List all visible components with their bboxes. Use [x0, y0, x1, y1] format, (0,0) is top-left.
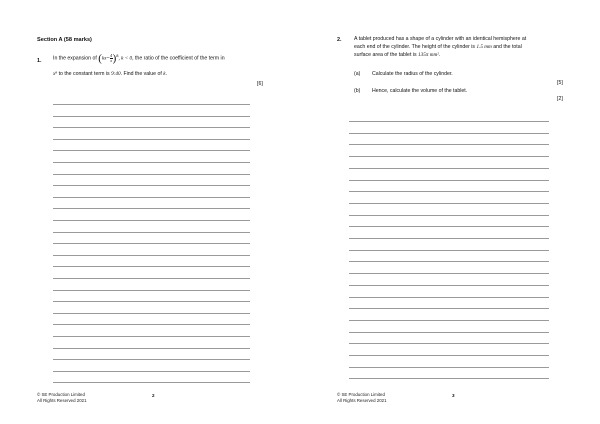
answer-line[interactable]: [53, 116, 250, 117]
answer-line[interactable]: [53, 139, 250, 140]
answer-line[interactable]: [53, 150, 250, 151]
part-a-label: (a): [354, 71, 361, 77]
part-b-marks: [2]: [557, 96, 563, 102]
answer-line[interactable]: [349, 156, 549, 157]
answer-line[interactable]: [53, 232, 250, 233]
part-b-label: (b): [354, 88, 361, 94]
q2-line1: A tablet produced has a shape of a cylinder with an identical hemisphere at: [354, 36, 527, 42]
answer-line[interactable]: [349, 191, 549, 192]
answer-line[interactable]: [349, 378, 549, 379]
answer-line[interactable]: [349, 261, 549, 262]
q2-area: 135π mm²: [418, 52, 439, 58]
answer-line[interactable]: [53, 220, 250, 221]
footer-copyright: © SE Production Limited: [37, 392, 85, 397]
question-1-line-2: [53, 70, 167, 78]
page-number-3: 3: [452, 393, 455, 398]
answer-line[interactable]: [53, 301, 250, 302]
answer-line[interactable]: [349, 320, 549, 321]
q2-line3a: surface area of the tablet is: [354, 52, 417, 58]
question-1-marks: [6]: [257, 81, 263, 87]
answer-line[interactable]: [53, 255, 250, 256]
part-a-marks: [5]: [557, 80, 563, 86]
answer-line[interactable]: [53, 371, 250, 372]
footer-copyright: © SE Production Limited: [337, 392, 385, 397]
q2-line2b: and the total: [493, 44, 522, 50]
answer-line[interactable]: [349, 332, 549, 333]
close-paren: ): [112, 52, 117, 65]
q1-expr-k: kx: [101, 55, 107, 62]
footer-right: [337, 392, 387, 404]
part-a-text: Calculate the radius of the cylinder.: [372, 71, 453, 77]
part-b-text: Hence, calculate the volume of the tablet.: [372, 88, 468, 94]
q1-frac-den: x: [110, 57, 112, 63]
q1-var: k: [163, 71, 166, 77]
answer-line[interactable]: [53, 348, 250, 349]
answer-line[interactable]: [349, 180, 549, 181]
q1-text-before: In the expansion of: [53, 55, 97, 62]
q1-line2-end: . Find the value of: [120, 71, 162, 77]
answer-line[interactable]: [349, 226, 549, 227]
answer-line[interactable]: [53, 336, 250, 337]
answer-line[interactable]: [349, 144, 549, 145]
q2-line2a: each end of the cylinder. The height of the cylinder is: [354, 44, 476, 50]
answer-line[interactable]: [53, 290, 250, 291]
answer-line[interactable]: [53, 359, 250, 360]
footer-rights: All Rights Reserved 2021: [37, 398, 87, 403]
footer-rights: All Rights Reserved 2021: [337, 398, 387, 403]
answer-line[interactable]: [349, 343, 549, 344]
page-number-2: 2: [152, 393, 155, 398]
answer-line[interactable]: [349, 238, 549, 239]
answer-line[interactable]: [349, 250, 549, 251]
answer-line[interactable]: [53, 104, 250, 105]
answer-line[interactable]: [53, 174, 250, 175]
answer-line[interactable]: [349, 355, 549, 356]
answer-line[interactable]: [349, 215, 549, 216]
answer-line[interactable]: [349, 203, 549, 204]
question-2-line-2: [354, 43, 522, 51]
q1-frac-num: 4: [110, 52, 113, 58]
section-title: Section A (58 marks): [37, 37, 92, 43]
question-2-line-1: [354, 35, 526, 43]
answer-line[interactable]: [53, 313, 250, 314]
open-paren: (: [98, 52, 102, 65]
answer-line[interactable]: [53, 185, 250, 186]
answer-line[interactable]: [349, 297, 549, 298]
q1-term: x⁸: [53, 71, 58, 77]
q2-line3b: .: [438, 52, 441, 58]
answer-line[interactable]: [349, 308, 549, 309]
answer-line[interactable]: [349, 121, 549, 122]
answer-line[interactable]: [53, 266, 250, 267]
q2-height: 1.5 mm: [476, 44, 492, 50]
q1-ratio: 9:40: [111, 71, 121, 77]
question-1-line-1: [53, 52, 225, 63]
answer-line[interactable]: [349, 273, 549, 274]
answer-line[interactable]: [349, 367, 549, 368]
question-1-number: 1.: [37, 58, 42, 64]
q1-text-after: , the ratio of the coefficient of the term in: [132, 55, 225, 62]
question-2-number: 2.: [337, 37, 342, 43]
answer-line[interactable]: [53, 382, 250, 383]
q1-condition: , k < 0: [118, 55, 133, 62]
q1-line2-text: to the constant term is: [58, 71, 110, 77]
answer-line[interactable]: [53, 162, 250, 163]
answer-line[interactable]: [53, 243, 250, 244]
answer-line[interactable]: [349, 168, 549, 169]
answer-line[interactable]: [53, 278, 250, 279]
answer-line[interactable]: [53, 324, 250, 325]
q1-expr-minus: −: [106, 55, 110, 62]
answer-line[interactable]: [53, 208, 250, 209]
answer-line[interactable]: [53, 197, 250, 198]
page-3: [300, 0, 600, 424]
q1-power: 8: [116, 53, 119, 58]
answer-line[interactable]: [53, 127, 250, 128]
question-2-line-3: [354, 51, 440, 59]
q1-period: .: [165, 71, 168, 77]
answer-line[interactable]: [349, 285, 549, 286]
footer-left: [37, 392, 87, 404]
answer-line[interactable]: [349, 133, 549, 134]
